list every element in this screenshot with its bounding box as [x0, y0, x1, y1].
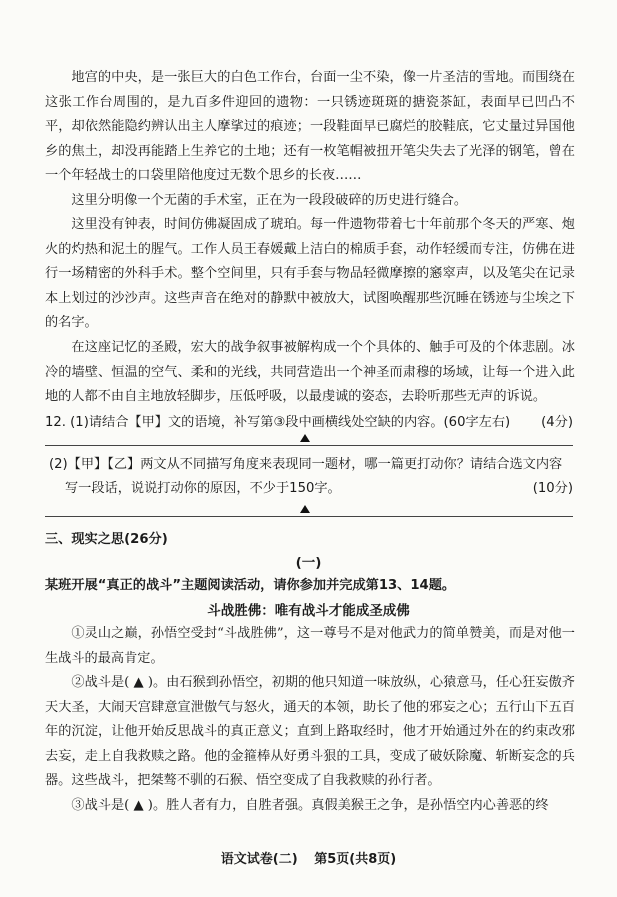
footer-page-number: 第5页(共8页)	[314, 852, 397, 867]
passage-paragraph-1: 地宫的中央，是一张巨大的白色工作台，台面一尘不染，像一片圣洁的雪地。而围绕在这张工作台周围的，是九百多件迎回的遗物：一只锈迹斑斑的搪瓷茶缸，表面早已凹凸不平，却依然能隐约辨认出主人摩挲过的痕迹；一段鞋面早已腐烂的胶鞋底，它丈量过异国他乡的焦土，却没再能踏上生养它的土地；还有一枚笔帽被扭开笔尖失去了光泽的钢笔，曾在一个年轻战士的口袋里陪他度过无数个思乡的长夜……	[45, 70, 575, 184]
question-12-2-line-1: (2)【甲】【乙】两文从不同描写角度来表现同一题材，哪一篇更打动你？请结合选文内容	[49, 457, 563, 472]
question-12-2-line-2: 写一段话，说说打动你的原因，不少于150字。	[65, 481, 341, 496]
part-label: (一)	[295, 555, 322, 571]
page-footer	[0, 848, 617, 867]
article-paragraph-3: ③战斗是( ▲ )。胜人者有力，自胜者强。真假美猴王之争，是孙悟空内心善恶的终	[71, 798, 549, 813]
section-heading: 三、现实之思(26分)	[45, 532, 168, 547]
passage-paragraph-4: 在这座记忆的圣殿，宏大的战争叙事被解构成一个个具体的、触手可及的个体悲剧。冰冷的墙壁、恒温的空气、柔和的光线，共同营造出一个神圣而肃穆的场域，让每一个进入此地的人都不由自主地放轻脚步，压低呼吸，以最虔诚的姿态，去聆听那些无声的诉说。	[45, 340, 575, 405]
article-title: 斗战胜佛：唯有战斗才能成圣成佛	[207, 603, 410, 619]
footer-subject: 语文试卷(二)	[220, 852, 298, 867]
answer-triangle-icon	[300, 434, 310, 442]
question-12-1-text: 12. (1)请结合【甲】文的语境，补写第③段中画横线处空缺的内容。(60字左右)	[45, 415, 511, 430]
activity-intro: 某班开展“真正的战斗”主题阅读活动，请你参加并完成第13、14题。	[45, 578, 456, 593]
question-12-2-score: (10分)	[532, 481, 573, 496]
answer-triangle-icon	[300, 505, 310, 513]
passage-paragraph-2: 这里分明像一个无菌的手术室，正在为一段段破碎的历史进行缝合。	[71, 193, 468, 208]
answer-line-12-2[interactable]	[45, 516, 573, 517]
question-12-1	[45, 411, 573, 435]
question-12-2	[45, 453, 573, 501]
answer-line-12-1[interactable]	[45, 445, 573, 446]
question-12-1-score: (4分)	[541, 415, 573, 430]
article-paragraph-1: ①灵山之巅，孙悟空受封“斗战胜佛”，这一尊号不是对他武力的简单赞美，而是对他一生战斗的最高肯定。	[45, 626, 575, 666]
article-paragraph-2: ②战斗是( ▲ )。由石猴到孙悟空，初期的他只知道一味放纵，心猿意马，任心狂妄傲齐天大圣，大闹天宫肆意宣泄傲气与怒火，通天的本领，助长了他的邪妄之心；五行山下五百年的沉淀，让他开始反思战斗的真正意义；直到上路取经时，他才开始通过外在的约束改邪去妄，走上自我救赎之路。他的金箍棒从好勇斗狠的工具，变成了破妖除魔、斩断妄念的兵器。这些战斗，把桀骜不驯的石猴、悟空变成了自我救赎的孙行者。	[45, 675, 575, 789]
passage-paragraph-3: 这里没有钟表，时间仿佛凝固成了琥珀。每一件遗物带着七十年前那个冬天的严寒、炮火的灼热和泥土的腥气。工作人员王春媛戴上洁白的棉质手套，动作轻缓而专注，仿佛在进行一场精密的外科手术。整个空间里，只有手套与物品轻微摩擦的窸窣声，以及笔尖在记录本上划过的沙沙声。这些声音在绝对的静默中被放大，试图唤醒那些沉睡在锈迹与尘埃之下的名字。	[45, 217, 575, 331]
